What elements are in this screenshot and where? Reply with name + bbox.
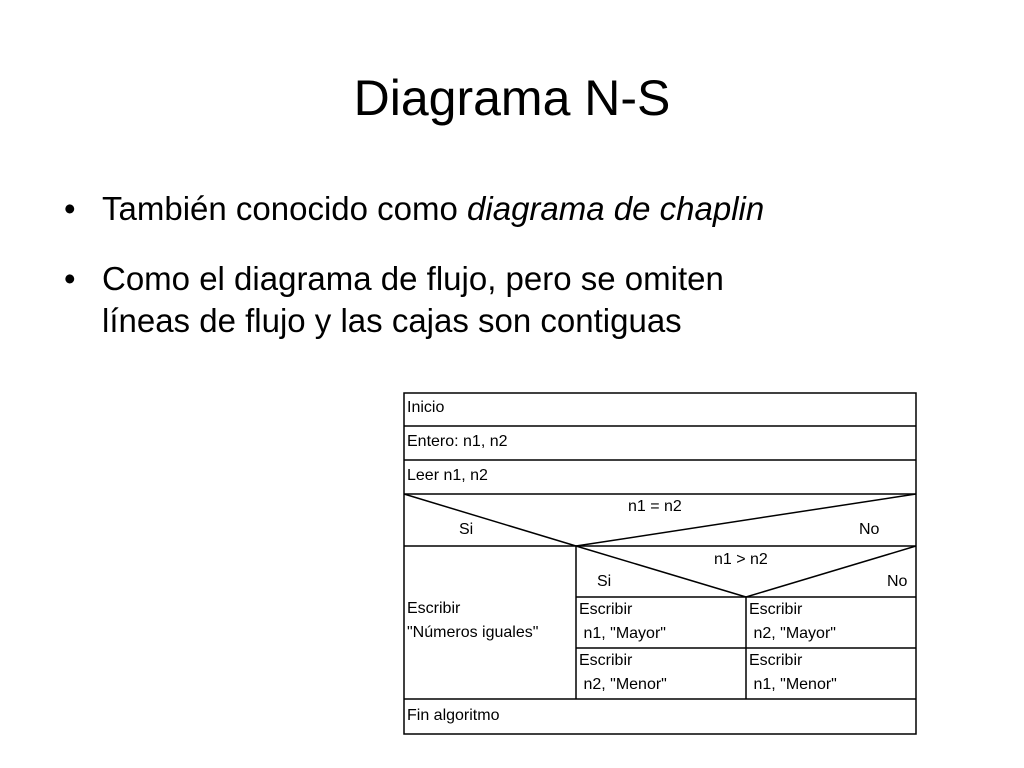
equal-line-2: "Números iguales" [407,624,539,641]
step-read: Leer n1, n2 [407,467,488,484]
cond1-no-label: No [859,521,880,538]
greater-yes-2-line-2: n2, "Menor" [579,676,667,693]
bullet-list [62,188,962,376]
bullet-item-description [62,258,962,354]
bullet-emphasis: diagrama de chaplin [467,190,765,227]
greater-no-1-line-1: Escribir [749,601,803,618]
equal-line-1: Escribir [407,600,461,617]
greater-no-2-line-1: Escribir [749,652,803,669]
cond2-text: n1 > n2 [714,551,768,568]
bullet-text: También conocido como [102,190,468,227]
greater-yes-2-line-1: Escribir [579,652,633,669]
bullet-line-1: Como el diagrama de flujo, pero se omiten [102,260,724,297]
cond2-yes-label: Si [597,573,612,590]
bullet-dot-icon: • [64,260,76,297]
cond2-no-label: No [887,573,908,590]
step-end: Fin algoritmo [407,707,500,724]
cond1-text: n1 = n2 [628,498,682,515]
bullet-dot-icon: • [64,190,76,227]
ns-diagram [403,392,917,735]
step-declare: Entero: n1, n2 [407,433,508,450]
bullet-line-2: líneas de flujo y las cajas son contiguas [102,302,682,339]
cond1-yes-label: Si [459,521,474,538]
step-start: Inicio [407,399,445,416]
greater-yes-1-line-1: Escribir [579,601,633,618]
bullet-item-aka [62,188,962,236]
cond1-diagonal-left [404,494,576,546]
greater-yes-1-line-2: n1, "Mayor" [579,625,666,642]
greater-no-1-line-2: n2, "Mayor" [749,625,836,642]
slide-title: Diagrama N-S [353,70,671,126]
greater-no-2-line-2: n1, "Menor" [749,676,837,693]
